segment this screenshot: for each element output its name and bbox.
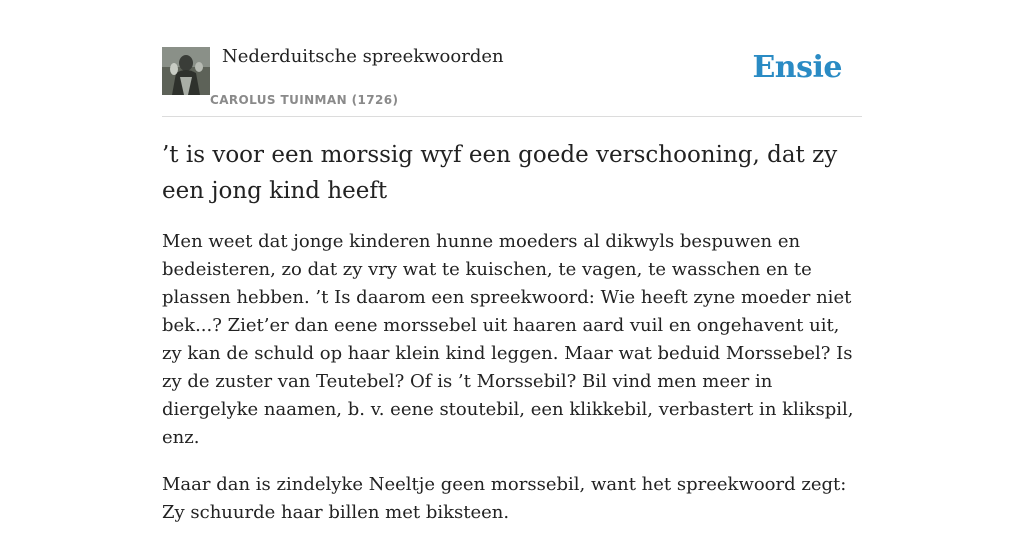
author-name[interactable]: CAROLUS TUINMAN (1726) [210, 93, 399, 107]
entry-title: ’t is voor een morssig wyf een goede verschooning, dat zy een jong kind heeft [162, 142, 838, 204]
brand-logo[interactable]: Ensie [752, 50, 842, 85]
author-portrait-icon[interactable] [162, 47, 210, 95]
entry-paragraph: Maar dan is zindelyke Neeltje geen morssebil, want het spreekwoord zegt: Zy schuurde haar billen met biksteen. [162, 474, 847, 523]
entry-body [162, 228, 862, 546]
book-title[interactable]: Nederduitsche spreekwoorden [222, 46, 504, 67]
header [162, 40, 862, 117]
entry-paragraph: Men weet dat jonge kinderen hunne moeders al dikwyls bespuwen en bedeisteren, zo dat zy vry wat te kuischen, te vagen, te wasschen en te plassen hebben. ’t Is daarom een spreekwoord: Wie heeft zyne moeder niet bek...? Ziet’er dan eene morssebel uit haaren aard vuil en ongehavent uit, zy kan de schuld op haar klein kind leggen. Maar wat beduid Morssebel? Is zy de zuster van Teutebel? Of is ’t Morssebil? Bil vind men meer in diergelyke naamen, b. v. eene stoutebil, een klikkebil, verbastert in klikspil, enz. [162, 231, 854, 448]
